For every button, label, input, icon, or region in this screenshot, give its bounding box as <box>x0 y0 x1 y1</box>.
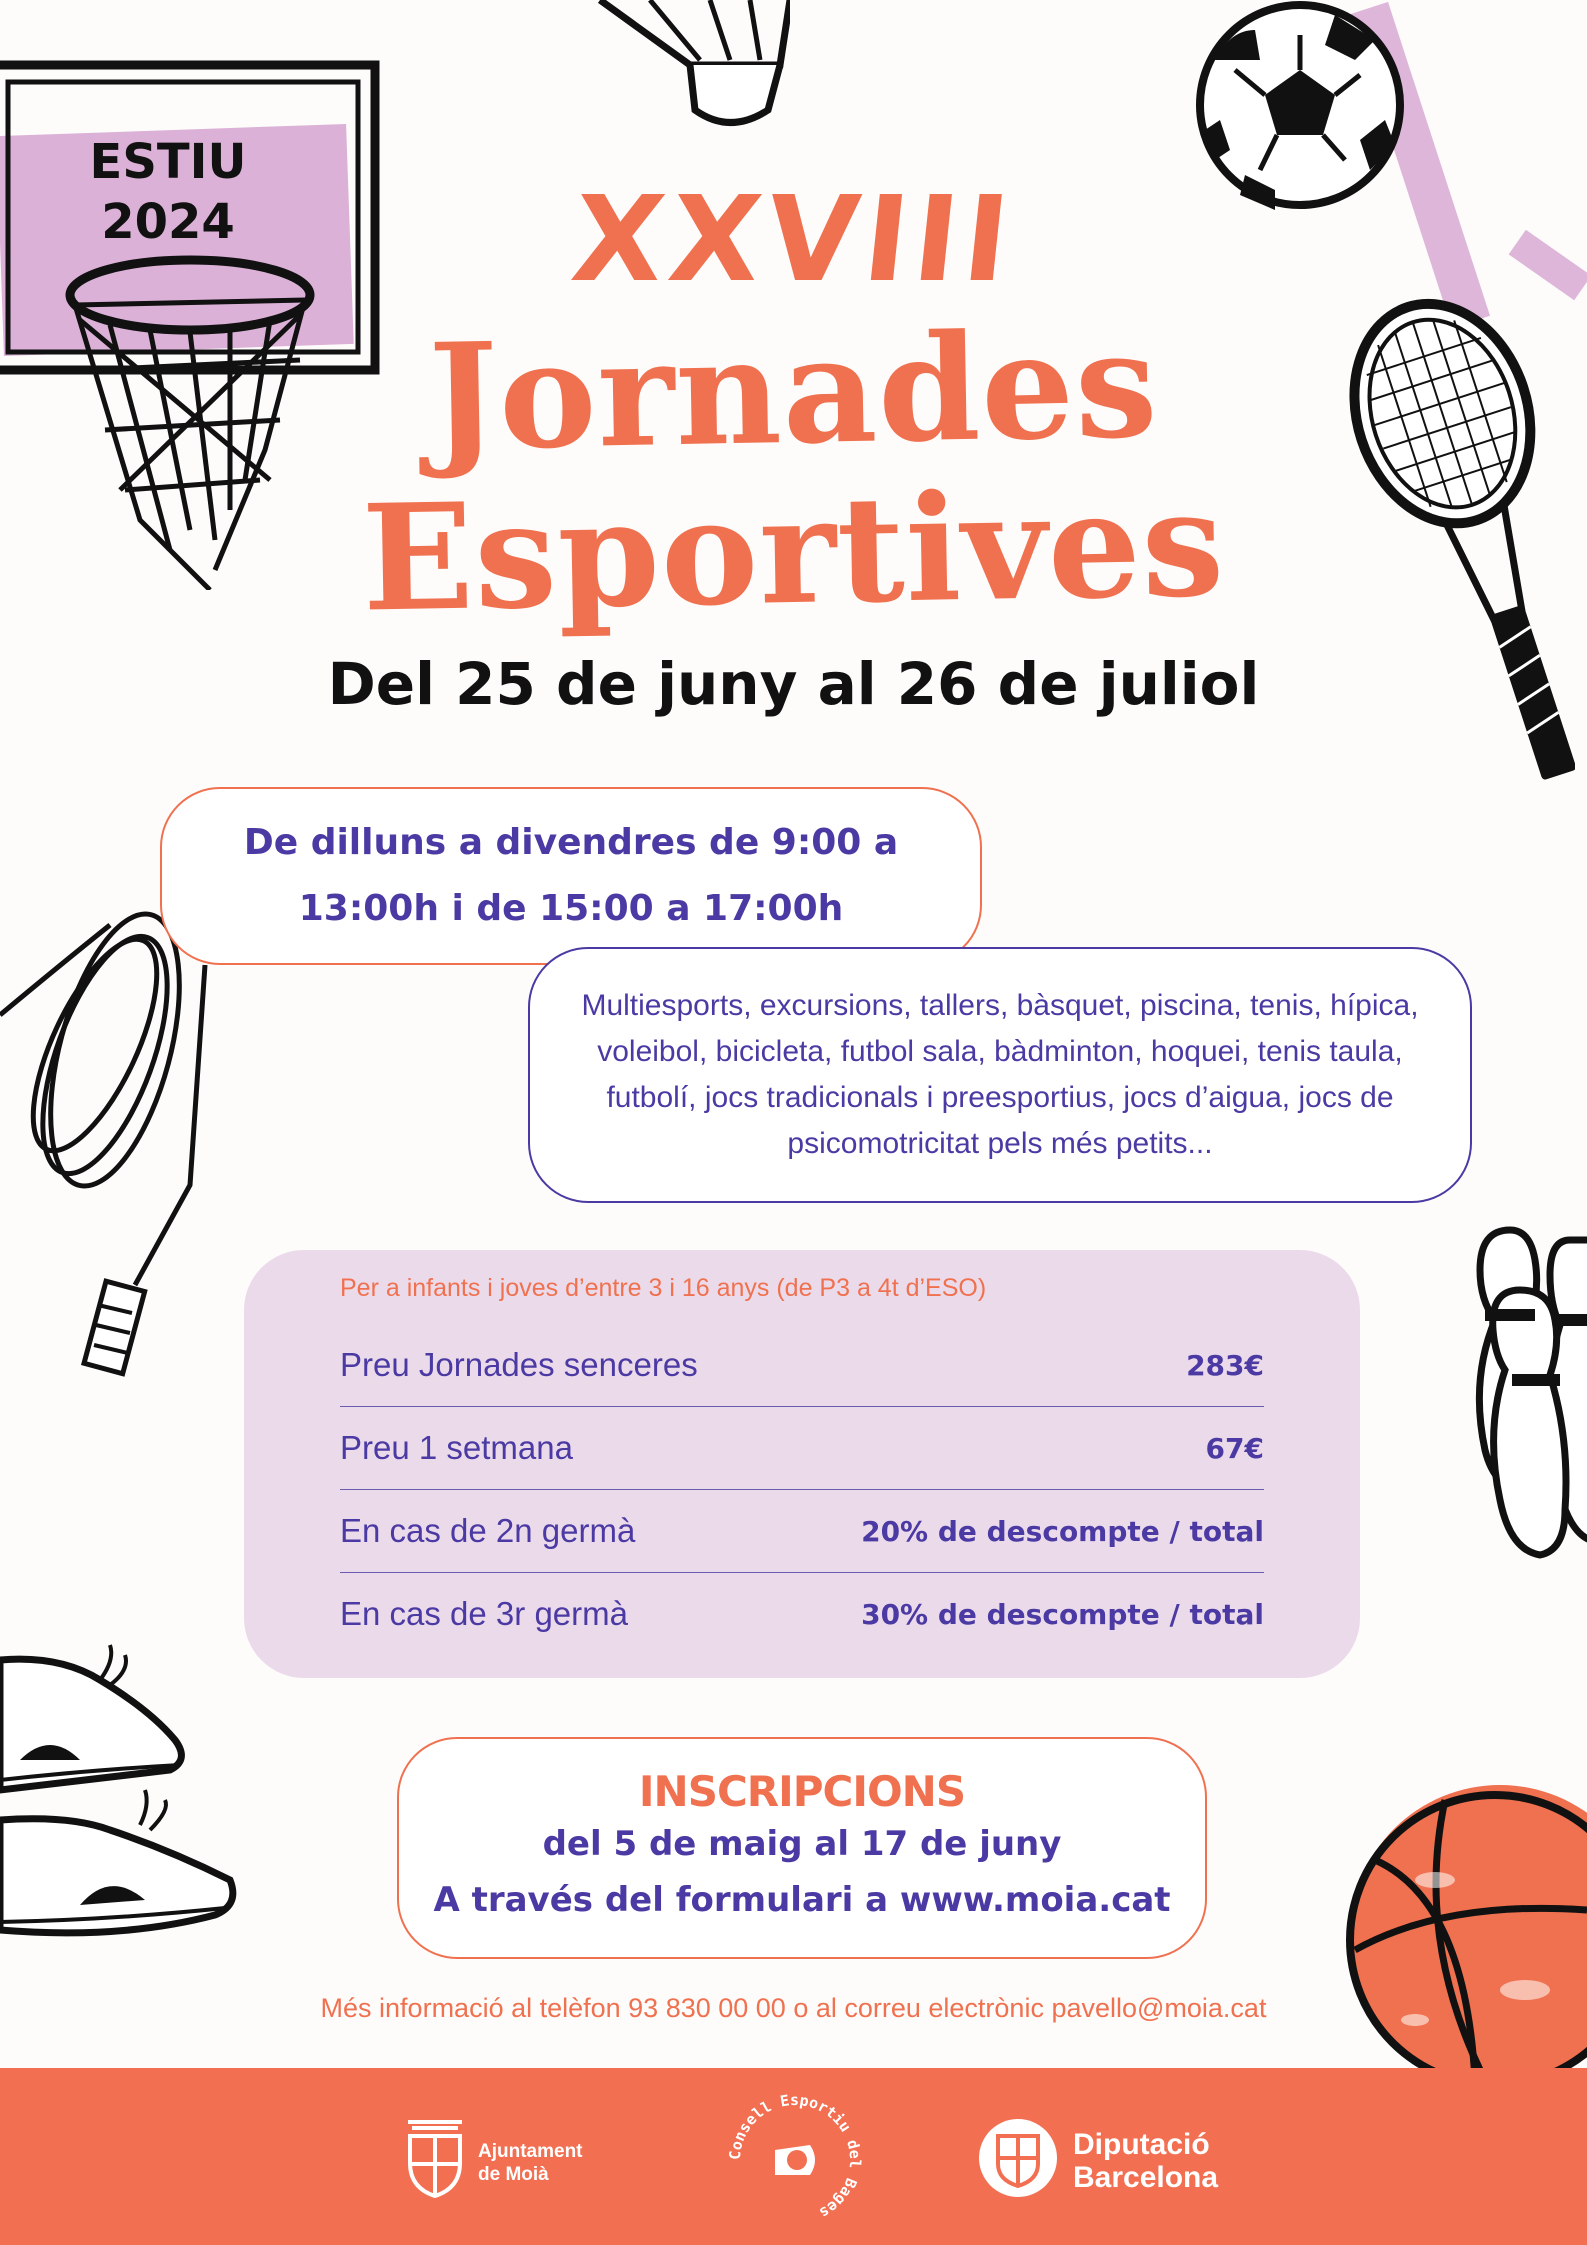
schedule-line2: 13:00h i de 15:00 a 17:00h <box>298 888 844 929</box>
price-row <box>340 1407 1264 1490</box>
price-value: 67€ <box>1205 1431 1264 1465</box>
price-row <box>340 1324 1264 1407</box>
registration-title: INSCRIPCIONS <box>638 1767 966 1816</box>
logo-diputacio-line1: Diputació <box>1073 2128 1210 2161</box>
price-value: 283€ <box>1186 1348 1264 1382</box>
title-number: XXVIII <box>565 170 1022 308</box>
basketball-icon <box>1345 1780 1587 2080</box>
price-label: Preu Jornades senceres <box>340 1346 698 1383</box>
prices-note: Per a infants i joves d’entre 3 i 16 anys (de P3 a 4t d’ESO) <box>340 1274 987 1302</box>
activities-text: Multiesports, excursions, tallers, bàsquet, piscina, tenis, hípica, voleibol, bicicleta, futbol sala, bàdminton, hoquei, tenis taula, futbolí, jocs tradicionals i preesportius, jocs d’aigua, jocs de psicomotricitat pels més petits... <box>581 989 1419 1160</box>
shuttlecock-icon <box>590 0 790 130</box>
consell-esportiu-text: Consell Esportiu del Bages <box>725 2090 865 2223</box>
logo-diputacio-line2: Barcelona <box>1073 2161 1219 2194</box>
prices-box <box>244 1250 1360 1678</box>
logo-ajuntament <box>478 2140 583 2186</box>
jump-rope-icon <box>0 905 230 1380</box>
schedule-box <box>160 787 982 965</box>
activities-box <box>528 947 1472 1203</box>
price-row <box>340 1490 1264 1573</box>
title-line2: Esportives <box>360 458 1227 645</box>
diputacio-logo-icon <box>978 2118 1058 2198</box>
title-line1: Jornades <box>427 299 1160 484</box>
bowling-pins-icon <box>1440 1220 1587 1560</box>
moia-coat-of-arms-icon <box>400 2118 470 2198</box>
logo-ajuntament-line1: Ajuntament <box>478 2141 583 2162</box>
price-value: 30% de descompte / total <box>861 1597 1264 1631</box>
price-label: En cas de 3r germà <box>340 1595 628 1632</box>
price-row <box>340 1573 1264 1655</box>
logo-diputacio <box>1073 2128 1218 2194</box>
price-label: En cas de 2n germà <box>340 1512 636 1549</box>
footer-bar <box>0 2068 1587 2245</box>
price-label: Preu 1 setmana <box>340 1429 573 1466</box>
price-value: 20% de descompte / total <box>861 1514 1264 1548</box>
registration-link[interactable]: A través del formulari a www.moia.cat <box>433 1880 1171 1920</box>
sneakers-icon <box>0 1640 240 1980</box>
schedule-line1: De dilluns a divendres de 9:00 a <box>243 822 899 863</box>
more-info-text: Més informació al telèfon 93 830 00 00 o al correu electrònic pavello@moia.cat <box>320 1993 1267 2023</box>
registration-box <box>397 1737 1207 1959</box>
badge-line1: ESTIU <box>89 134 247 190</box>
badge-line2: 2024 <box>101 194 235 250</box>
event-dates: Del 25 de juny al 26 de juliol <box>327 650 1260 718</box>
logo-ajuntament-line2: de Moià <box>478 2164 549 2185</box>
consell-esportiu-logo-icon <box>725 2090 865 2230</box>
registration-dates: del 5 de maig al 17 de juny <box>542 1824 1062 1864</box>
